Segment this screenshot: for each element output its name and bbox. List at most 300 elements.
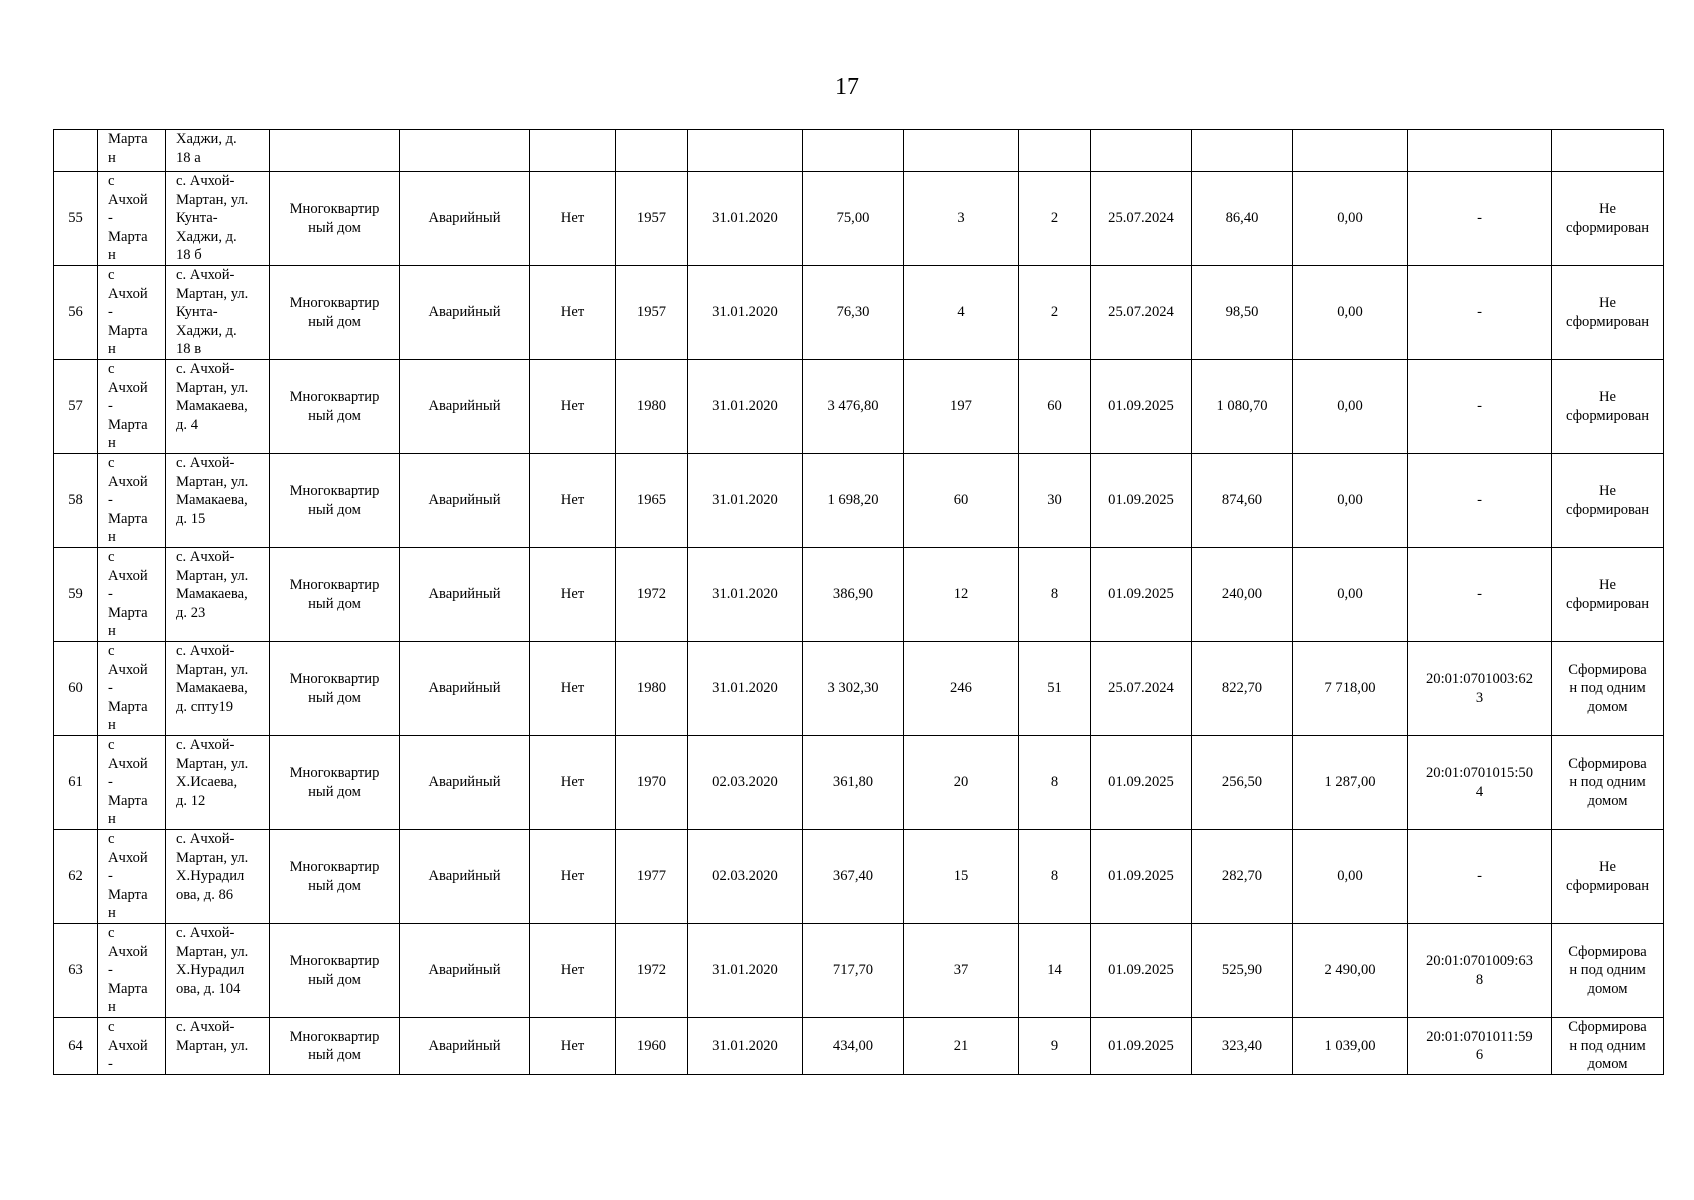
- cell-land-status-line: Сформирова: [1568, 1019, 1647, 1036]
- cell-settlement-line: Ачхой: [108, 191, 148, 208]
- cell-settlement-line: Марта: [108, 604, 148, 621]
- cell-settlement-line: -: [108, 492, 113, 508]
- cell-cadastral-number: [1408, 172, 1552, 266]
- cell-number: 56: [54, 266, 98, 360]
- cell-land-area: 1 039,00: [1293, 1018, 1408, 1075]
- cell-area: 75,00: [803, 172, 904, 266]
- cell-land-status: [1552, 642, 1664, 736]
- cell-flag: Нет: [530, 642, 616, 736]
- cell-address-line: 18 б: [176, 247, 202, 263]
- cell-building-type: [270, 830, 400, 924]
- cell-premises: 8: [1019, 830, 1091, 924]
- cell-cadastral-number-line: 6: [1475, 1047, 1484, 1063]
- cell-building-type-line: ный дом: [308, 219, 361, 236]
- cell-cadastral-number: [1408, 548, 1552, 642]
- cell-premises: 2: [1019, 172, 1091, 266]
- cell-living-area: 240,00: [1192, 548, 1293, 642]
- cell-building-type-line: Многоквартир: [289, 483, 380, 499]
- cell-living-area: 282,70: [1192, 830, 1293, 924]
- cell-building-type-line: ный дом: [308, 501, 361, 518]
- cell-building-type-line: Многоквартир: [289, 953, 380, 969]
- cell-number: 60: [54, 642, 98, 736]
- cell-land-status-line: Сформирова: [1568, 755, 1647, 772]
- cell-cadastral-number: [1408, 642, 1552, 736]
- cell-settlement: [98, 548, 166, 642]
- cell-land-status-line: Не: [1598, 389, 1617, 405]
- cell-land-status-line: сформирован: [1565, 877, 1650, 894]
- cell-number: 64: [54, 1018, 98, 1075]
- cell-building-type-line: ный дом: [308, 407, 361, 424]
- cell-empty: [270, 130, 400, 172]
- cell-settlement: [98, 830, 166, 924]
- cell-settlement-line: Марта: [108, 416, 148, 433]
- cell-address-line: Мамакаева,: [176, 586, 248, 602]
- cell-land-area: 1 287,00: [1293, 736, 1408, 830]
- cell-address-line: Мартан, ул.: [176, 755, 249, 772]
- cell-empty: [400, 130, 530, 172]
- cell-address-line: Мартан, ул.: [176, 473, 249, 490]
- cell-land-area: 0,00: [1293, 548, 1408, 642]
- cell-year: 1980: [616, 360, 688, 454]
- cell-settlement-line: н: [108, 623, 116, 639]
- cell-deadline: 25.07.2024: [1091, 642, 1192, 736]
- cell-year: 1972: [616, 548, 688, 642]
- cell-building-type-line: ный дом: [308, 313, 361, 330]
- cell-living-area: 525,90: [1192, 924, 1293, 1018]
- cell-number: 62: [54, 830, 98, 924]
- cell-date: 31.01.2020: [688, 360, 803, 454]
- cell-empty: [688, 130, 803, 172]
- cell-settlement: [98, 360, 166, 454]
- cell-cadastral-number: [1408, 454, 1552, 548]
- cell-area: 76,30: [803, 266, 904, 360]
- cell-address-line: с. Ачхой-: [176, 173, 235, 189]
- cell-settlement-line: с: [108, 549, 115, 565]
- cell-land-status: [1552, 736, 1664, 830]
- cell-settlement-line: н: [108, 999, 116, 1015]
- cell-date: 31.01.2020: [688, 1018, 803, 1075]
- cell-settlement-line: с: [108, 361, 115, 377]
- cell-condition: Аварийный: [400, 736, 530, 830]
- cell-settlement-line: н: [108, 811, 116, 827]
- cell-building-type-line: Многоквартир: [289, 765, 380, 781]
- cell-address: [166, 1018, 270, 1075]
- cell-address-line: с. Ачхой-: [176, 361, 235, 377]
- cell-empty: [1552, 130, 1664, 172]
- cell-settlement-line: с: [108, 267, 115, 283]
- cell-cadastral-number-line: -: [1477, 868, 1482, 885]
- cell-land-status: [1552, 266, 1664, 360]
- cell-settlement: [98, 266, 166, 360]
- cell-address-line: Мартан, ул.: [176, 943, 249, 960]
- cell-building-type-line: Многоквартир: [289, 671, 380, 687]
- cell-address: [166, 736, 270, 830]
- cell-empty: [1192, 130, 1293, 172]
- cell-premises: 9: [1019, 1018, 1091, 1075]
- cell-premises: 30: [1019, 454, 1091, 548]
- cell-condition: Аварийный: [400, 924, 530, 1018]
- cell-cadastral-number-line: -: [1477, 304, 1482, 321]
- cell-residents: 20: [904, 736, 1019, 830]
- cell-cadastral-number-line: 20:01:0701011:59: [1426, 1028, 1533, 1045]
- cell-year: 1970: [616, 736, 688, 830]
- cell-building-type: [270, 360, 400, 454]
- table-row: [54, 1018, 1664, 1075]
- cell-land-status-line: Не: [1598, 577, 1617, 593]
- cell-date: 02.03.2020: [688, 736, 803, 830]
- cell-empty: [1019, 130, 1091, 172]
- cell-address-line: 18 в: [176, 341, 202, 357]
- cell-building-type-line: Многоквартир: [289, 577, 380, 593]
- cell-settlement: [98, 924, 166, 1018]
- cell-deadline: 25.07.2024: [1091, 172, 1192, 266]
- cell-area: 367,40: [803, 830, 904, 924]
- cell-address-line: д. 12: [176, 792, 206, 809]
- cell-building-type-line: ный дом: [308, 783, 361, 800]
- cell-building-type: [270, 736, 400, 830]
- cell-premises: 8: [1019, 736, 1091, 830]
- cell-number: 55: [54, 172, 98, 266]
- cell-area: 3 302,30: [803, 642, 904, 736]
- cell-cadastral-number-line: -: [1477, 398, 1482, 415]
- cell-address: [166, 172, 270, 266]
- cell-cadastral-number-line: 8: [1475, 971, 1484, 988]
- cell-address-line: Х.Нурадил: [176, 962, 245, 978]
- cell-number: 57: [54, 360, 98, 454]
- cell-cadastral-number: [1408, 830, 1552, 924]
- cell-address-line: д. спту19: [176, 698, 234, 715]
- cell-settlement-line: Ачхой: [108, 567, 148, 584]
- cell-address: [166, 924, 270, 1018]
- cell-deadline: 01.09.2025: [1091, 454, 1192, 548]
- cell-flag: Нет: [530, 830, 616, 924]
- cell-residents: 37: [904, 924, 1019, 1018]
- cell-land-status-line: н под одним: [1569, 1037, 1646, 1054]
- cell-land-status-line: домом: [1587, 980, 1628, 997]
- cell-deadline: 01.09.2025: [1091, 360, 1192, 454]
- cell-residents: 60: [904, 454, 1019, 548]
- cell-address-line: д. 15: [176, 510, 206, 527]
- cell-date: 31.01.2020: [688, 266, 803, 360]
- cell-settlement-line: с: [108, 643, 115, 659]
- cell-address-line: Х.Нурадил: [176, 868, 245, 884]
- cell-number: 63: [54, 924, 98, 1018]
- cell-empty: [1091, 130, 1192, 172]
- cell-cadastral-number-line: 20:01:0701009:63: [1425, 953, 1534, 969]
- cell-number: [54, 130, 98, 172]
- cell-address-line: с. Ачхой-: [176, 455, 235, 471]
- cell-flag: Нет: [530, 266, 616, 360]
- cell-address-line: с. Ачхой-: [176, 267, 235, 283]
- table-row: [54, 924, 1664, 1018]
- cell-settlement-line: Ачхой: [108, 943, 148, 960]
- cell-land-status-line: сформирован: [1565, 313, 1650, 330]
- cell-building-type-line: ный дом: [308, 689, 361, 706]
- table-row: [54, 548, 1664, 642]
- cell-condition: Аварийный: [400, 172, 530, 266]
- cell-building-type-line: ный дом: [308, 971, 361, 988]
- cell-living-area: 323,40: [1192, 1018, 1293, 1075]
- cell-land-area: 0,00: [1293, 172, 1408, 266]
- cell-land-area: 0,00: [1293, 266, 1408, 360]
- cell-deadline: 01.09.2025: [1091, 1018, 1192, 1075]
- cell-building-type-line: ный дом: [308, 877, 361, 894]
- cell-area: 1 698,20: [803, 454, 904, 548]
- cell-land-area: 0,00: [1293, 830, 1408, 924]
- cell-settlement-line: Марта: [108, 980, 148, 997]
- cell-number: 59: [54, 548, 98, 642]
- cell-building-type-line: Многоквартир: [289, 389, 380, 405]
- cell-settlement-line: Ачхой: [108, 285, 148, 302]
- cell-year: 1977: [616, 830, 688, 924]
- cell-date: 31.01.2020: [688, 454, 803, 548]
- table-row: [54, 266, 1664, 360]
- cell-cadastral-number-line: -: [1477, 492, 1482, 509]
- cell-cadastral-number: [1408, 1018, 1552, 1075]
- cell-land-status-line: Не: [1598, 295, 1617, 311]
- cell-address-line: Мартан, ул.: [176, 849, 249, 866]
- cell-cadastral-number: [1408, 266, 1552, 360]
- cell-settlement-line: Ачхой: [108, 1037, 148, 1054]
- cell-flag: Нет: [530, 924, 616, 1018]
- cell-empty: [803, 130, 904, 172]
- cell-address-line: Мамакаева,: [176, 680, 248, 696]
- cell-land-area: 0,00: [1293, 360, 1408, 454]
- cell-date: 31.01.2020: [688, 172, 803, 266]
- cell-residents: 246: [904, 642, 1019, 736]
- cell-settlement-line: с: [108, 737, 115, 753]
- cell-area: 717,70: [803, 924, 904, 1018]
- table-row-continuation: [54, 130, 1664, 172]
- cell-address: [166, 130, 270, 172]
- cell-settlement-line: с: [108, 831, 115, 847]
- cell-year: 1957: [616, 266, 688, 360]
- cell-settlement-line: -: [108, 868, 113, 884]
- cell-settlement-line: -: [108, 1056, 113, 1072]
- cell-settlement-line: Марта: [108, 698, 148, 715]
- cell-land-status: [1552, 360, 1664, 454]
- cell-building-type: [270, 924, 400, 1018]
- table-row: [54, 172, 1664, 266]
- cell-land-status-line: Не: [1598, 201, 1617, 217]
- cell-address-line: Хаджи, д.: [176, 228, 237, 245]
- cell-area: 361,80: [803, 736, 904, 830]
- cell-living-area: 822,70: [1192, 642, 1293, 736]
- cell-address-line: с. Ачхой-: [176, 643, 235, 659]
- cell-cadastral-number: [1408, 924, 1552, 1018]
- cell-settlement-line: с: [108, 455, 115, 471]
- cell-address-line: с. Ачхой-: [176, 1019, 235, 1035]
- cell-land-status-line: сформирован: [1565, 219, 1650, 236]
- table-row: [54, 360, 1664, 454]
- cell-residents: 4: [904, 266, 1019, 360]
- cell-building-type: [270, 642, 400, 736]
- cell-date: 02.03.2020: [688, 830, 803, 924]
- cell-condition: Аварийный: [400, 830, 530, 924]
- cell-settlement-line: Марта: [108, 792, 148, 809]
- housing-registry-table: [53, 129, 1664, 1075]
- cell-deadline: 01.09.2025: [1091, 924, 1192, 1018]
- cell-flag: Нет: [530, 548, 616, 642]
- cell-address: [166, 360, 270, 454]
- cell-address-line: д. 4: [176, 416, 199, 433]
- cell-land-status-line: сформирован: [1565, 501, 1650, 518]
- cell-flag: Нет: [530, 360, 616, 454]
- cell-land-status-line: домом: [1587, 792, 1628, 809]
- cell-address-line: с. Ачхой-: [176, 549, 235, 565]
- cell-settlement-line: -: [108, 210, 113, 226]
- cell-empty: [1408, 130, 1552, 172]
- cell-land-status-line: н под одним: [1569, 962, 1646, 979]
- cell-year: 1965: [616, 454, 688, 548]
- cell-building-type-line: Многоквартир: [289, 295, 380, 311]
- cell-address-line: Мартан, ул.: [176, 379, 249, 396]
- cell-flag: Нет: [530, 454, 616, 548]
- cell-building-type: [270, 454, 400, 548]
- cell-building-type: [270, 548, 400, 642]
- cell-settlement-line: с: [108, 1019, 115, 1035]
- cell-land-status: [1552, 830, 1664, 924]
- cell-empty: [530, 130, 616, 172]
- cell-living-area: 1 080,70: [1192, 360, 1293, 454]
- cell-building-type: [270, 266, 400, 360]
- cell-deadline: 01.09.2025: [1091, 736, 1192, 830]
- cell-living-area: 86,40: [1192, 172, 1293, 266]
- cell-premises: 8: [1019, 548, 1091, 642]
- cell-empty: [904, 130, 1019, 172]
- cell-settlement-line: -: [108, 304, 113, 320]
- cell-land-status: [1552, 172, 1664, 266]
- cell-condition: Аварийный: [400, 548, 530, 642]
- cell-cadastral-number-line: -: [1477, 586, 1482, 603]
- cell-land-area: 7 718,00: [1293, 642, 1408, 736]
- cell-residents: 197: [904, 360, 1019, 454]
- cell-area: 3 476,80: [803, 360, 904, 454]
- cell-year: 1957: [616, 172, 688, 266]
- cell-settlement: [98, 172, 166, 266]
- cell-address-line: ова, д. 86: [176, 886, 234, 903]
- cell-residents: 12: [904, 548, 1019, 642]
- cell-settlement-line: Марта: [108, 886, 148, 903]
- cell-land-status: [1552, 924, 1664, 1018]
- cell-settlement-line: н: [108, 905, 116, 921]
- cell-address-line: д. 23: [176, 604, 206, 621]
- cell-land-status-line: н под одним: [1569, 774, 1646, 791]
- cell-flag: Нет: [530, 1018, 616, 1075]
- cell-land-status-line: домом: [1587, 698, 1628, 715]
- cell-area: 386,90: [803, 548, 904, 642]
- cell-address-line: Кунта-: [176, 304, 218, 320]
- cell-settlement: [98, 736, 166, 830]
- cell-settlement-line: Ачхой: [108, 849, 148, 866]
- cell-address-line: Мартан, ул.: [176, 191, 249, 208]
- cell-living-area: 98,50: [1192, 266, 1293, 360]
- cell-empty: [1293, 130, 1408, 172]
- cell-settlement: [98, 130, 166, 172]
- cell-land-status-line: сформирован: [1565, 595, 1650, 612]
- cell-address-line: Мамакаева,: [176, 398, 248, 414]
- cell-address-line: Х.Исаева,: [176, 774, 238, 790]
- cell-settlement-line: -: [108, 962, 113, 978]
- cell-number: 61: [54, 736, 98, 830]
- cell-address-line: Мартан, ул.: [176, 567, 249, 584]
- cell-address-line: 18 а: [176, 149, 201, 166]
- cell-building-type-line: ный дом: [308, 1047, 361, 1063]
- table-body: [54, 130, 1664, 1075]
- cell-condition: Аварийный: [400, 266, 530, 360]
- cell-residents: 15: [904, 830, 1019, 924]
- cell-settlement-line: Ачхой: [108, 661, 148, 678]
- cell-settlement-line: н: [108, 341, 116, 357]
- cell-number: 58: [54, 454, 98, 548]
- table-row: [54, 736, 1664, 830]
- cell-year: 1972: [616, 924, 688, 1018]
- cell-address-line: Хаджи, д.: [176, 322, 237, 339]
- cell-empty: [616, 130, 688, 172]
- cell-settlement-line: -: [108, 398, 113, 414]
- cell-cadastral-number-line: 4: [1475, 783, 1484, 800]
- cell-premises: 2: [1019, 266, 1091, 360]
- cell-premises: 60: [1019, 360, 1091, 454]
- cell-land-status-line: домом: [1587, 1056, 1628, 1073]
- cell-settlement-line: Марта: [108, 228, 148, 245]
- cell-address-line: с. Ачхой-: [176, 737, 235, 753]
- cell-cadastral-number: [1408, 736, 1552, 830]
- table-row: [54, 830, 1664, 924]
- cell-living-area: 874,60: [1192, 454, 1293, 548]
- cell-settlement-line: Марта: [108, 510, 148, 527]
- cell-settlement-line: Ачхой: [108, 473, 148, 490]
- table-row: [54, 642, 1664, 736]
- cell-settlement-line: Ачхой: [108, 379, 148, 396]
- cell-building-type-line: Многоквартир: [289, 201, 380, 217]
- cell-address-line: ова, д. 104: [176, 980, 241, 997]
- cell-address-line: Хаджи, д.: [176, 131, 237, 147]
- cell-address-line: Мамакаева,: [176, 492, 248, 508]
- cell-cadastral-number-line: 20:01:0701003:62: [1425, 671, 1534, 687]
- cell-address-line: Мартан, ул.: [176, 285, 249, 302]
- cell-residents: 21: [904, 1018, 1019, 1075]
- cell-address-line: Кунта-: [176, 210, 218, 226]
- cell-building-type-line: ный дом: [308, 595, 361, 612]
- cell-flag: Нет: [530, 736, 616, 830]
- cell-address: [166, 642, 270, 736]
- cell-settlement: [98, 1018, 166, 1075]
- cell-settlement-line: Марта: [108, 322, 148, 339]
- cell-condition: Аварийный: [400, 1018, 530, 1075]
- cell-land-status: [1552, 548, 1664, 642]
- cell-land-status-line: н под одним: [1569, 680, 1646, 697]
- cell-address: [166, 830, 270, 924]
- cell-year: 1980: [616, 642, 688, 736]
- cell-settlement-line: н: [108, 247, 116, 263]
- cell-flag: Нет: [530, 172, 616, 266]
- cell-settlement-line: -: [108, 774, 113, 790]
- cell-residents: 3: [904, 172, 1019, 266]
- page-number: 17: [835, 74, 859, 100]
- cell-settlement-line: -: [108, 680, 113, 696]
- cell-settlement: [98, 454, 166, 548]
- cell-land-status-line: Сформирова: [1568, 661, 1647, 678]
- cell-settlement-line: н: [108, 529, 116, 545]
- cell-land-status: [1552, 1018, 1664, 1075]
- cell-area: 434,00: [803, 1018, 904, 1075]
- cell-premises: 14: [1019, 924, 1091, 1018]
- cell-address-line: Мартан, ул.: [176, 661, 249, 678]
- cell-living-area: 256,50: [1192, 736, 1293, 830]
- cell-condition: Аварийный: [400, 642, 530, 736]
- cell-cadastral-number-line: 3: [1475, 689, 1484, 706]
